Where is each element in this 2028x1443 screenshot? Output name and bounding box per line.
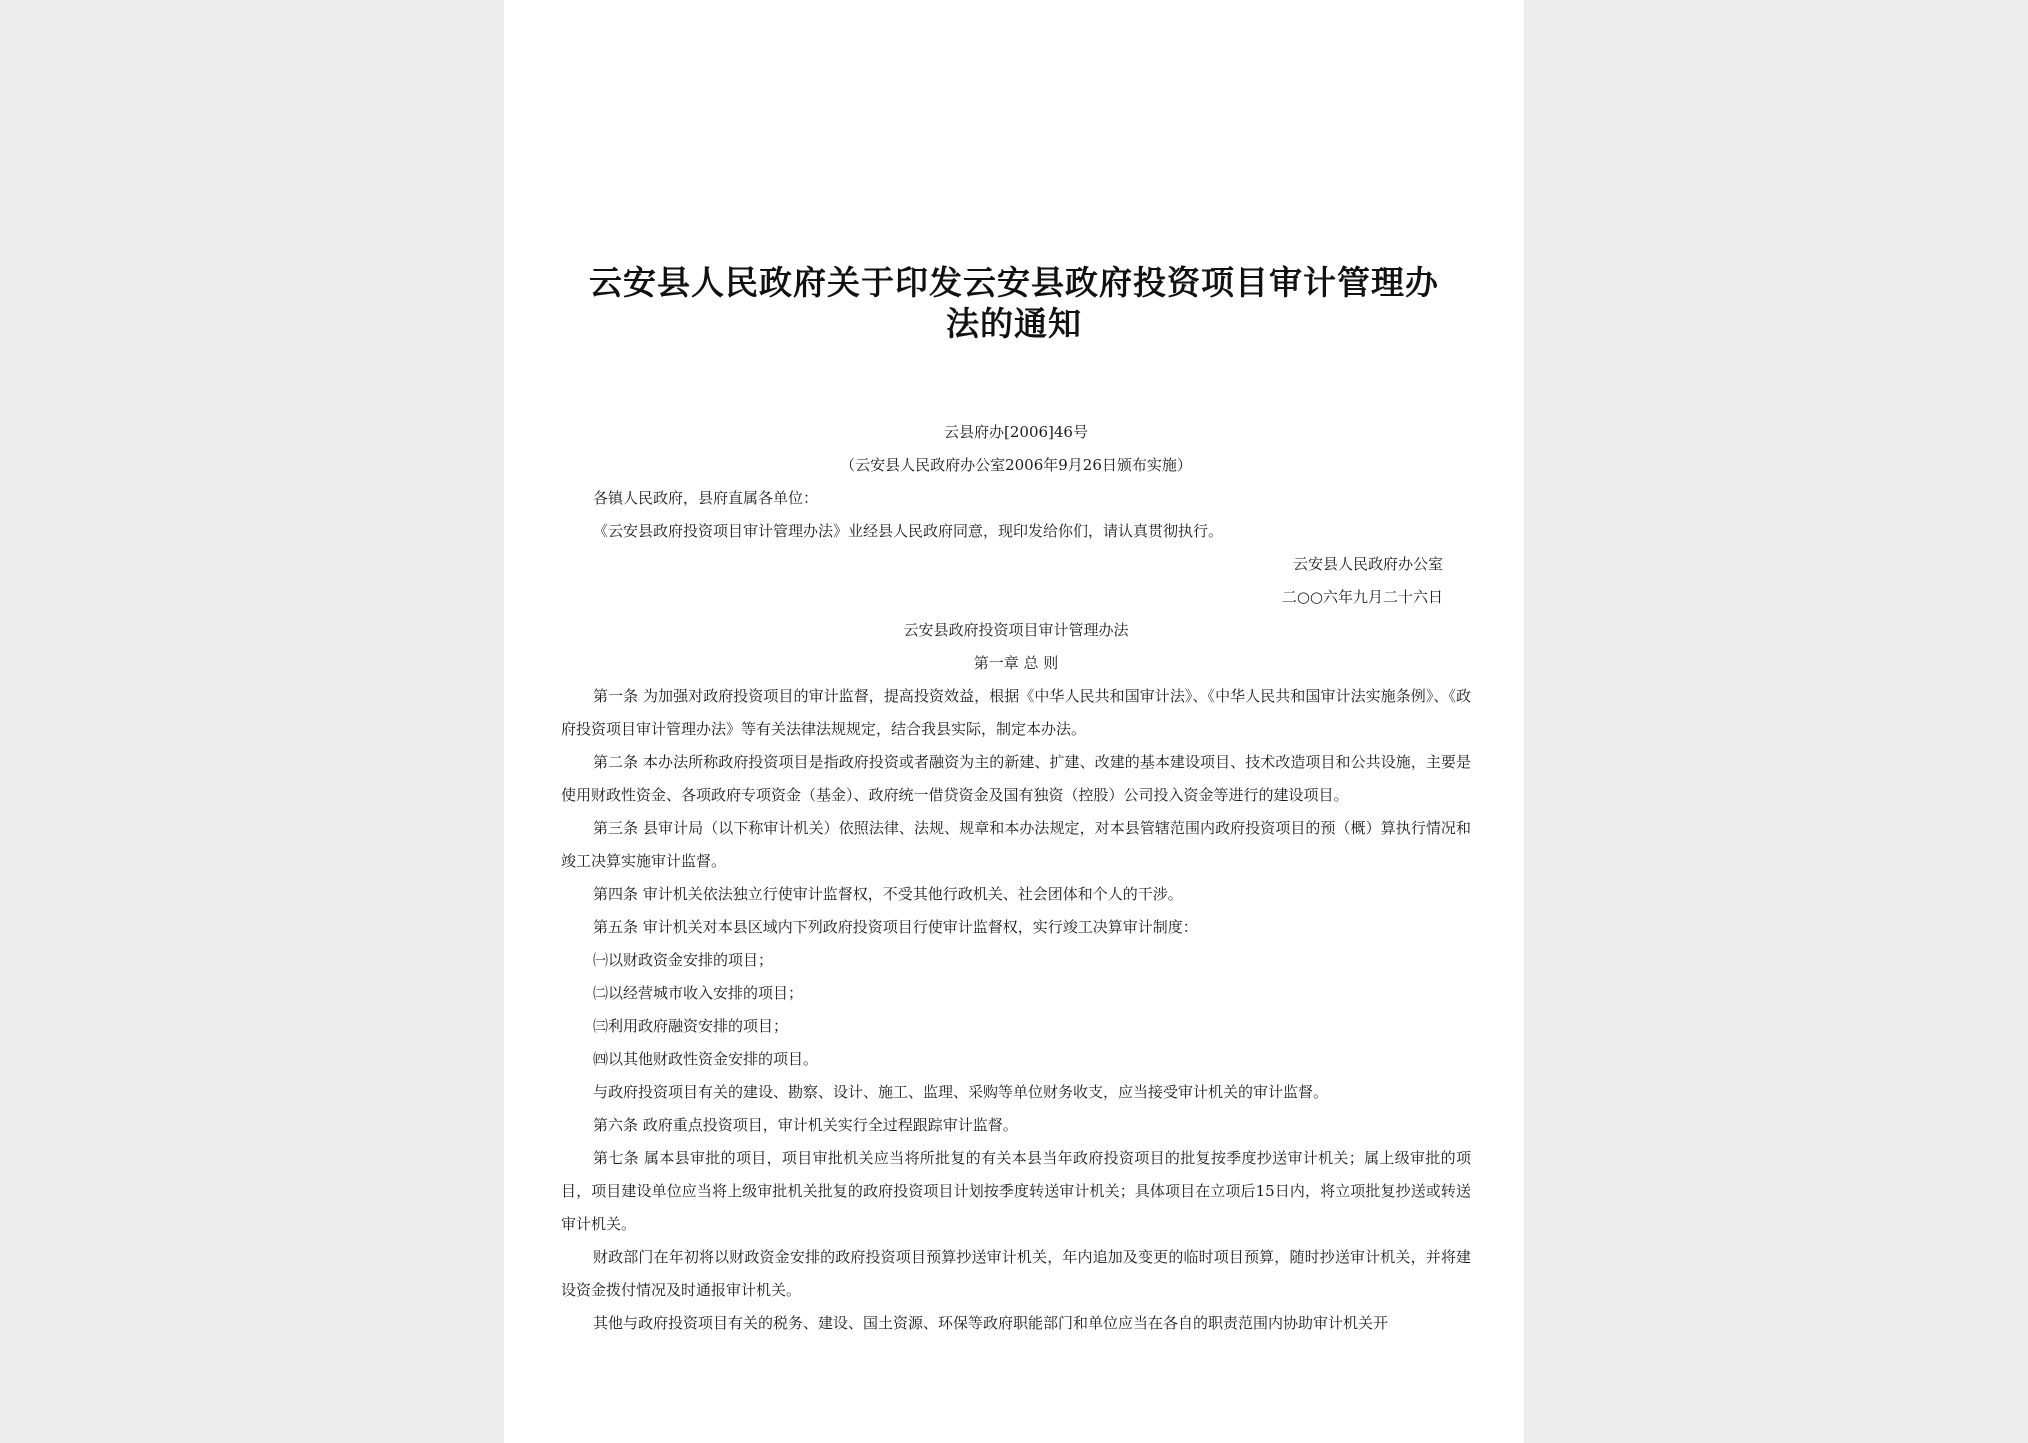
signer: 云安县人民政府办公室	[1292, 555, 1443, 573]
article-6: 第六条 政府重点投资项目，审计机关实行全过程跟踪审计监督。	[593, 1116, 1018, 1134]
list-item-4: ㈣以其他财政性资金安排的项目。	[593, 1050, 819, 1068]
intro-paragraph: 《云安县政府投资项目审计管理办法》业经县人民政府同意，现印发给你们，请认真贯彻执行。	[593, 522, 1224, 540]
chapter-heading: 第一章 总 则	[973, 654, 1059, 672]
article-4: 第四条 审计机关依法独立行使审计监督权，不受其他行政机关、社会团体和个人的干涉。	[593, 885, 1183, 903]
article-7-paragraph-3: 其他与政府投资项目有关的税务、建设、国土资源、环保等政府职能部门和单位应当在各自的职责范围内协助审计机关开	[593, 1314, 1389, 1332]
list-item-3: ㈢利用政府融资安排的项目；	[593, 1017, 789, 1035]
list-item-1: ㈠以财政资金安排的项目；	[593, 951, 774, 969]
document-body	[561, 416, 1471, 1340]
article-7-paragraph-2: 财政部门在年初将以财政资金安排的政府投资项目预算抄送审计机关，年内追加及变更的临时项目预算，随时抄送审计机关，并将建设资金拨付情况及时通报审计机关。	[561, 1248, 1471, 1299]
article-3: 第三条 县审计局（以下称审计机关）依照法律、法规、规章和本办法规定，对本县管辖范围内政府投资项目的预（概）算执行情况和竣工决算实施审计监督。	[561, 819, 1471, 870]
article-7: 第七条 属本县审批的项目，项目审批机关应当将所批复的有关本县当年政府投资项目的批复按季度抄送审计机关；属上级审批的项目，项目建设单位应当将上级审批机关批复的政府投资项目计划按季度转送审计机关；具体项目在立项后15日内，将立项批复抄送或转送审计机关。	[561, 1149, 1471, 1233]
document-title: 云安县人民政府关于印发云安县政府投资项目审计管理办法的通知	[589, 263, 1439, 343]
article-2: 第二条 本办法所称政府投资项目是指政府投资或者融资为主的新建、扩建、改建的基本建设项目、技术改造项目和公共设施，主要是使用财政性资金、各项政府专项资金（基金）、政府统一借贷资金及国有独资（控股）公司投入资金等进行的建设项目。	[561, 753, 1471, 804]
list-item-2: ㈡以经营城市收入安排的项目；	[593, 984, 804, 1002]
sign-date: 二○○六年九月二十六日	[1281, 588, 1443, 606]
salutation: 各镇人民政府，县府直属各单位：	[593, 489, 819, 507]
measure-title: 云安县政府投资项目审计管理办法	[903, 621, 1129, 639]
document-page	[504, 0, 1524, 1443]
article-5-note: 与政府投资项目有关的建设、勘察、设计、施工、监理、采购等单位财务收支，应当接受审计机关的审计监督。	[593, 1083, 1329, 1101]
article-1: 第一条 为加强对政府投资项目的审计监督，提高投资效益，根据《中华人民共和国审计法》、《中华人民共和国审计法实施条例》、《政府投资项目审计管理办法》等有关法律法规规定，结合我县实际，制定本办法。	[561, 687, 1471, 738]
doc-number: 云县府办[2006]46号	[944, 423, 1088, 441]
issue-note: （云安县人民政府办公室2006年9月26日颁布实施）	[840, 456, 1192, 474]
article-5: 第五条 审计机关对本县区域内下列政府投资项目行使审计监督权，实行竣工决算审计制度：	[593, 918, 1198, 936]
